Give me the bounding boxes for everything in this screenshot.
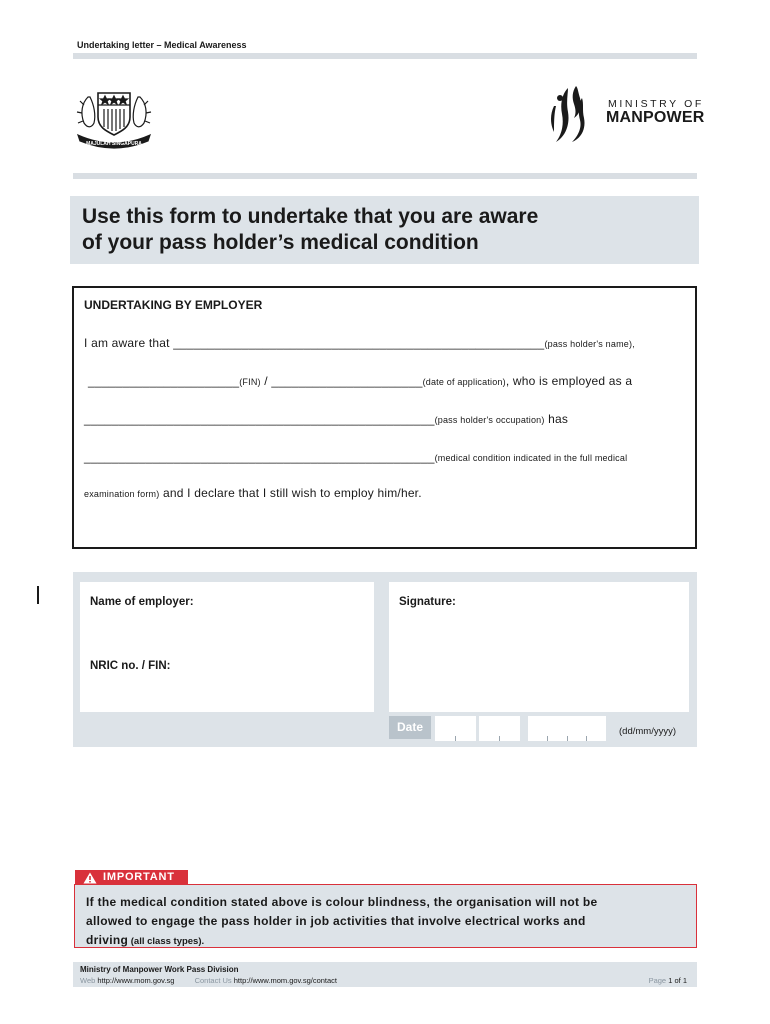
form-title-banner: [70, 196, 699, 264]
footer-web-label: Web: [80, 976, 96, 985]
medical-condition-hint: (medical condition indicated in the full medical: [434, 453, 628, 463]
page-of: of: [674, 976, 681, 985]
page-total: 1: [682, 976, 687, 985]
important-tag: [75, 870, 188, 885]
employer-section: [73, 572, 697, 747]
medical-exam-form-hint: examination form): [84, 489, 160, 499]
important-line-3-text: driving: [86, 933, 129, 947]
pass-holder-name-field[interactable]: I am aware that ______________________________________________________: [84, 336, 545, 350]
employed-as-text: , who is employed as a: [505, 374, 633, 388]
date-label: Date: [389, 716, 431, 739]
warning-icon: [83, 872, 97, 884]
document-header-title: Undertaking letter – Medical Awareness: [77, 40, 247, 50]
employer-details-box[interactable]: [80, 582, 374, 712]
has-text: has: [544, 412, 569, 426]
footer-contact-label: Contact Us: [194, 976, 232, 985]
occupation-field[interactable]: ___________________________________________________: [84, 412, 435, 426]
footer-web-link[interactable]: http://www.mom.gov.sg: [97, 976, 175, 985]
occupation-hint: (pass holder's occupation): [434, 415, 545, 425]
signature-box[interactable]: [389, 582, 689, 712]
page-label: Page: [648, 976, 667, 985]
form-title-line1: Use this form to undertake that you are aware: [82, 205, 539, 228]
date-tick: [567, 736, 568, 741]
text-cursor: [37, 586, 39, 604]
footer-page-number: [649, 976, 687, 985]
signature-label: Signature:: [399, 596, 456, 608]
declaration-text: and I declare that I still wish to employ him/her.: [159, 486, 422, 500]
undertaking-line-1: [84, 336, 635, 350]
undertaking-heading: UNDERTAKING BY EMPLOYER: [84, 298, 263, 312]
important-notice: [74, 884, 697, 948]
undertaking-line-4: [84, 450, 627, 464]
fin-field[interactable]: ______________________: [88, 374, 240, 388]
important-line-2: allowed to engage the pass holder in job activities that involve electrical works and: [86, 914, 586, 928]
undertaking-line-5: [84, 486, 422, 500]
medical-condition-field[interactable]: ___________________________________________________: [84, 450, 435, 464]
date-tick: [586, 736, 587, 741]
form-title-line2: of your pass holder’s medical condition: [82, 231, 479, 254]
fin-date-separator: /: [260, 374, 272, 388]
fin-hint: (FIN): [239, 377, 261, 387]
section-divider: [73, 173, 697, 179]
date-tick: [455, 736, 456, 741]
employer-name-label: Name of employer:: [90, 596, 194, 608]
footer-links: [80, 976, 337, 985]
undertaking-line-2: [88, 374, 632, 388]
undertaking-section: [72, 286, 697, 549]
coat-of-arms-icon: [74, 83, 154, 149]
important-line-3: [86, 931, 685, 951]
mom-logo-line2: MANPOWER: [606, 109, 705, 126]
header-divider: [73, 53, 697, 59]
date-tick: [547, 736, 548, 741]
date-day-field[interactable]: [435, 716, 476, 741]
date-month-field[interactable]: [479, 716, 520, 741]
application-date-hint: (date of application): [422, 377, 506, 387]
application-date-field[interactable]: ______________________: [271, 374, 423, 388]
page-footer: [73, 962, 697, 987]
nric-fin-label: NRIC no. / FIN:: [90, 660, 171, 672]
date-tick: [499, 736, 500, 741]
mom-logo-line1: MINISTRY OF: [608, 98, 704, 110]
date-format-hint: (dd/mm/yyyy): [619, 726, 676, 737]
important-label: IMPORTANT: [103, 871, 175, 883]
pass-holder-name-hint: (pass holder's name),: [544, 339, 635, 349]
footer-organisation: Ministry of Manpower Work Pass Division: [80, 965, 239, 974]
svg-text:MAJULAH SINGAPURA: MAJULAH SINGAPURA: [86, 141, 142, 147]
undertaking-line-3: [84, 412, 568, 426]
footer-contact-link[interactable]: http://www.mom.gov.sg/contact: [233, 976, 338, 985]
date-year-field[interactable]: [528, 716, 606, 741]
page-current: 1: [668, 976, 673, 985]
important-line-1: If the medical condition stated above is colour blindness, the organisation will not be: [86, 895, 598, 909]
important-line-3-note: (all class types).: [128, 936, 205, 947]
